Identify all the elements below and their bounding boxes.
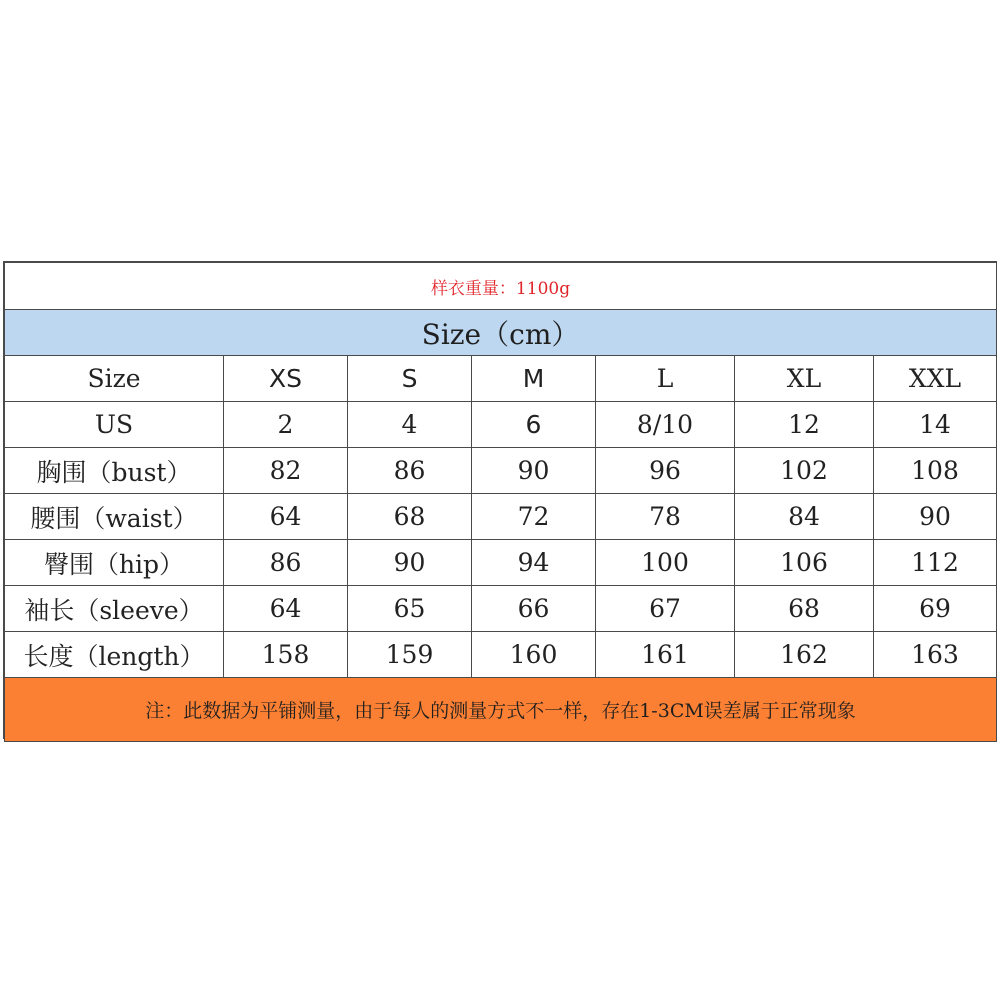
table-cell: 69 [874,586,997,632]
table-cell: 106 [735,540,874,586]
table-row [5,448,997,494]
sample-weight-text: 样衣重量：1100g [5,263,997,310]
table-cell: 162 [735,632,874,678]
size-header-row [5,310,997,356]
table-cell: 96 [596,448,735,494]
table-cell: 67 [596,586,735,632]
table-cell: 64 [224,494,348,540]
row-label: 长度（length） [5,632,224,678]
table-cell: 159 [348,632,472,678]
size-table [4,262,997,742]
column-header: L [596,356,735,402]
table-cell: 108 [874,448,997,494]
column-header: Size [5,356,224,402]
row-label: 臀围（hip） [5,540,224,586]
table-cell: 68 [735,586,874,632]
row-label: 腰围（waist） [5,494,224,540]
table-cell: 158 [224,632,348,678]
table-cell: 2 [224,402,348,448]
row-label: 袖长（sleeve） [5,586,224,632]
column-header: XL [735,356,874,402]
table-cell: 94 [472,540,596,586]
table-cell: 100 [596,540,735,586]
table-cell: 72 [472,494,596,540]
table-cell: 90 [472,448,596,494]
note-row [5,678,997,742]
table-cell: 86 [348,448,472,494]
table-cell: 66 [472,586,596,632]
table-cell: 84 [735,494,874,540]
column-header: S [348,356,472,402]
column-header: XXL [874,356,997,402]
size-header-title: Size（cm） [5,310,997,356]
row-label: US [5,402,224,448]
table-cell: 86 [224,540,348,586]
size-columns-row [5,356,997,402]
row-label: 胸围（bust） [5,448,224,494]
table-cell: 6 [472,402,596,448]
table-row [5,540,997,586]
table-cell: 65 [348,586,472,632]
table-cell: 102 [735,448,874,494]
table-cell: 90 [874,494,997,540]
table-cell: 4 [348,402,472,448]
table-cell: 90 [348,540,472,586]
table-cell: 14 [874,402,997,448]
table-cell: 8/10 [596,402,735,448]
table-row [5,586,997,632]
column-header: M [472,356,596,402]
column-header: XS [224,356,348,402]
table-cell: 161 [596,632,735,678]
size-chart [3,261,997,739]
table-cell: 112 [874,540,997,586]
table-cell: 163 [874,632,997,678]
table-cell: 82 [224,448,348,494]
table-cell: 68 [348,494,472,540]
sample-weight-row [5,263,997,310]
table-cell: 64 [224,586,348,632]
table-row [5,494,997,540]
measurement-note: 注：此数据为平铺测量，由于每人的测量方式不一样，存在1-3CM误差属于正常现象 [5,678,997,742]
table-cell: 160 [472,632,596,678]
table-cell: 12 [735,402,874,448]
table-row [5,402,997,448]
table-row [5,632,997,678]
table-cell: 78 [596,494,735,540]
